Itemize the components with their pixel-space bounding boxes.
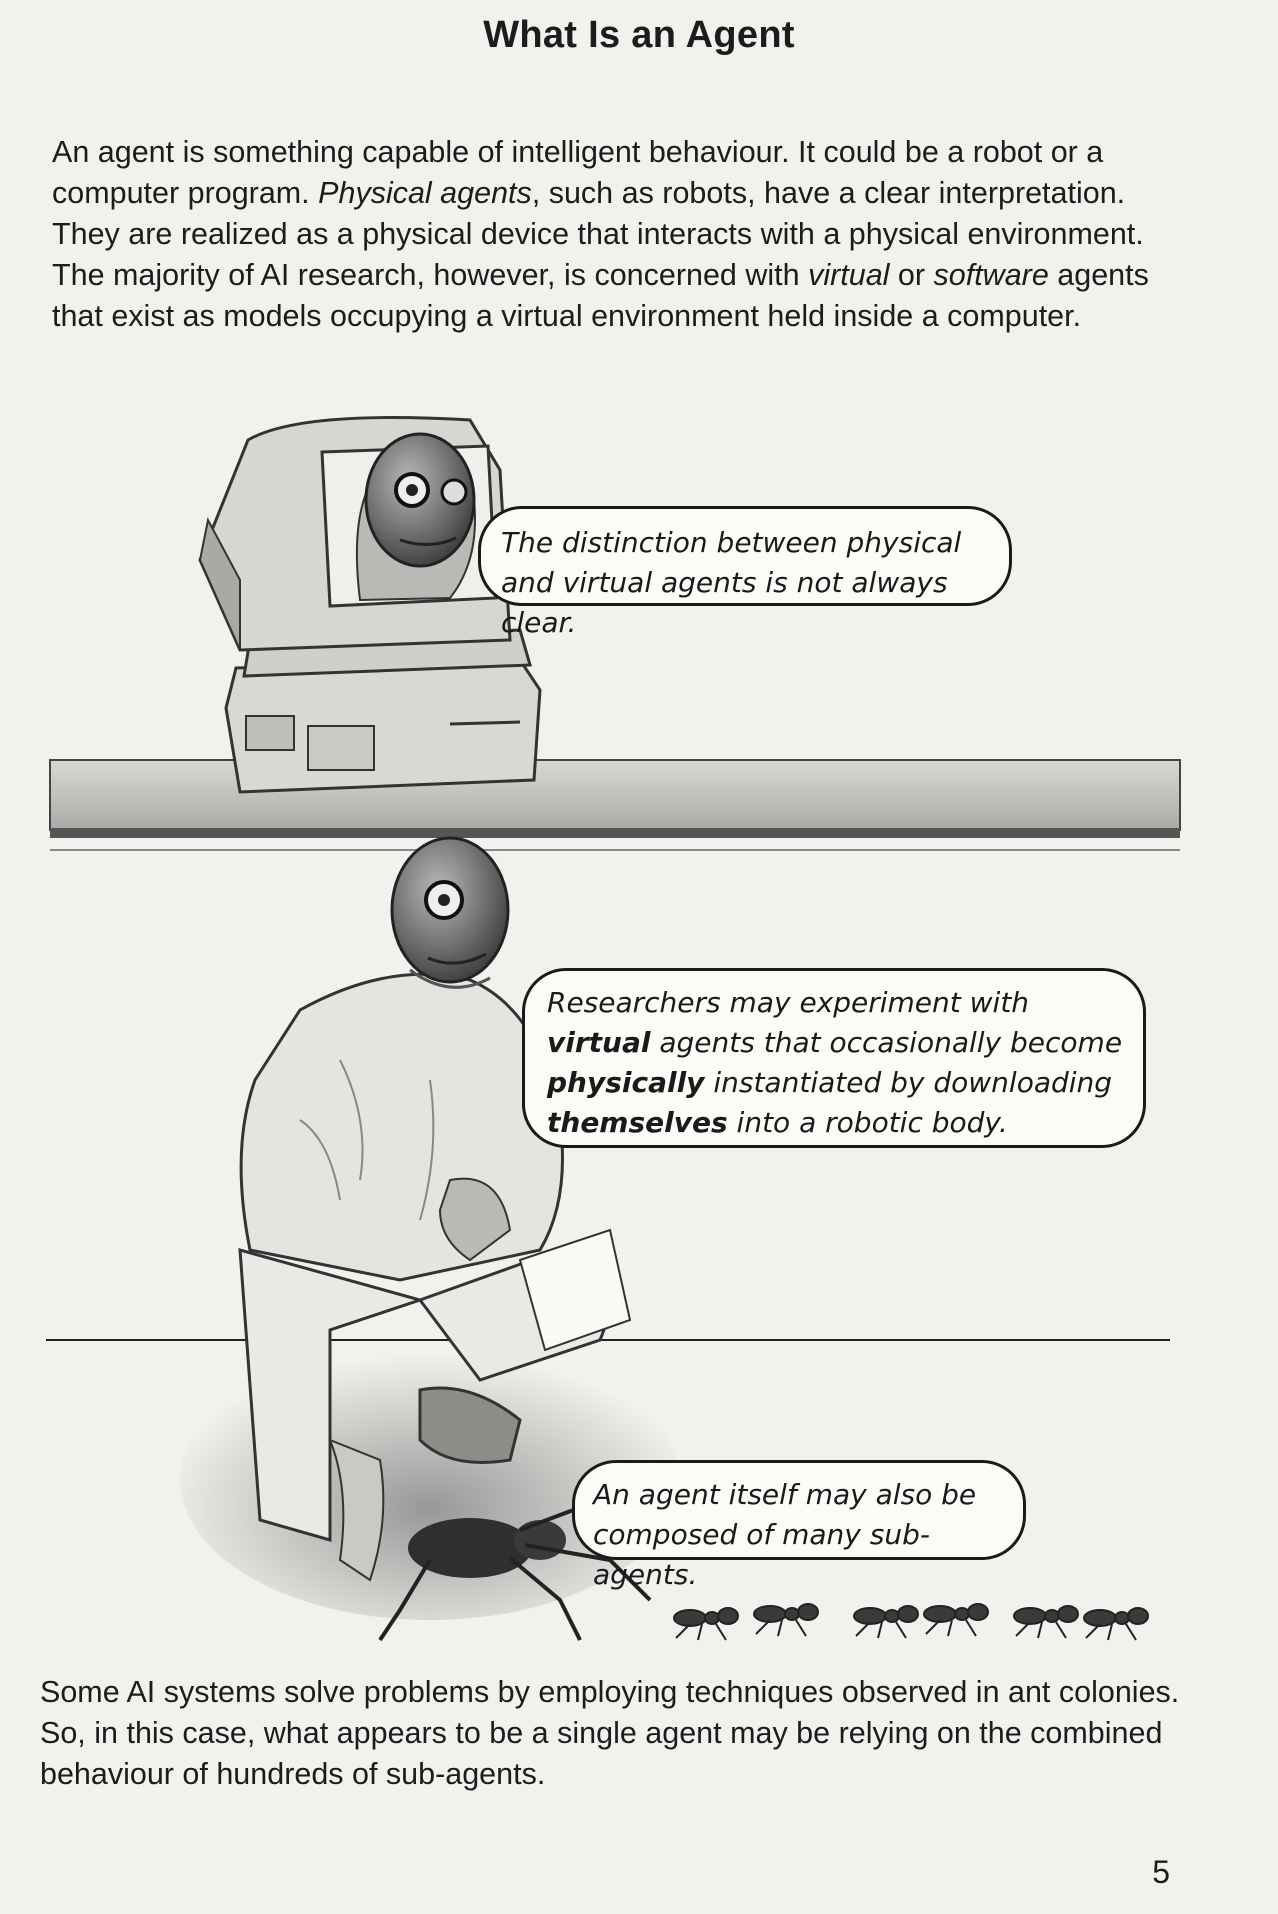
bubble-text-1: Researchers may experiment with xyxy=(547,986,1030,1019)
intro-text-2: , such as robots, have a clear interpretation. They are realized as a physical device that interacts with a physical environment. The majority of AI research, however, is concerned with xyxy=(52,176,1144,292)
speech-bubble-subagents: An agent itself may also be composed of many sub-agents. xyxy=(572,1460,1026,1560)
bubble-bold-physically: physically xyxy=(547,1066,705,1099)
speech-bubble-distinction: The distinction between physical and virtual agents is not always clear. xyxy=(478,506,1012,606)
desk-icon xyxy=(50,760,1180,850)
page-number: 5 xyxy=(1152,1854,1170,1890)
intro-italic-software: software xyxy=(933,258,1049,292)
bubble-text-2: agents that occasionally become xyxy=(650,1026,1123,1059)
bubble-text-3: instantiated by downloading xyxy=(704,1066,1113,1099)
bubble-bold-virtual: virtual xyxy=(547,1026,651,1059)
page-title: What Is an Agent xyxy=(483,14,795,56)
closing-paragraph: Some AI systems solve problems by employing techniques observed in ant colonies. So, in this case, what appears to be a single agent may be relying on the combined behaviour of hundreds of sub-agents. xyxy=(40,1675,1180,1791)
bubble-bold-themselves: themselves xyxy=(547,1106,728,1139)
intro-text-1: An agent is something capable of intelligent behaviour. It could be a robot or a computer program. xyxy=(52,135,1104,210)
ant-icon xyxy=(674,1604,1148,1640)
intro-italic-virtual: virtual xyxy=(808,258,890,292)
bubble-text-4: into a robotic body. xyxy=(727,1106,1008,1139)
intro-italic-physical-agents: Physical agents xyxy=(318,176,532,210)
intro-text-3: or xyxy=(889,258,934,292)
speech-bubble-researchers xyxy=(522,968,1146,1148)
intro-text-4: agents that exist as models occupying a virtual environment held inside a computer. xyxy=(52,258,1149,333)
